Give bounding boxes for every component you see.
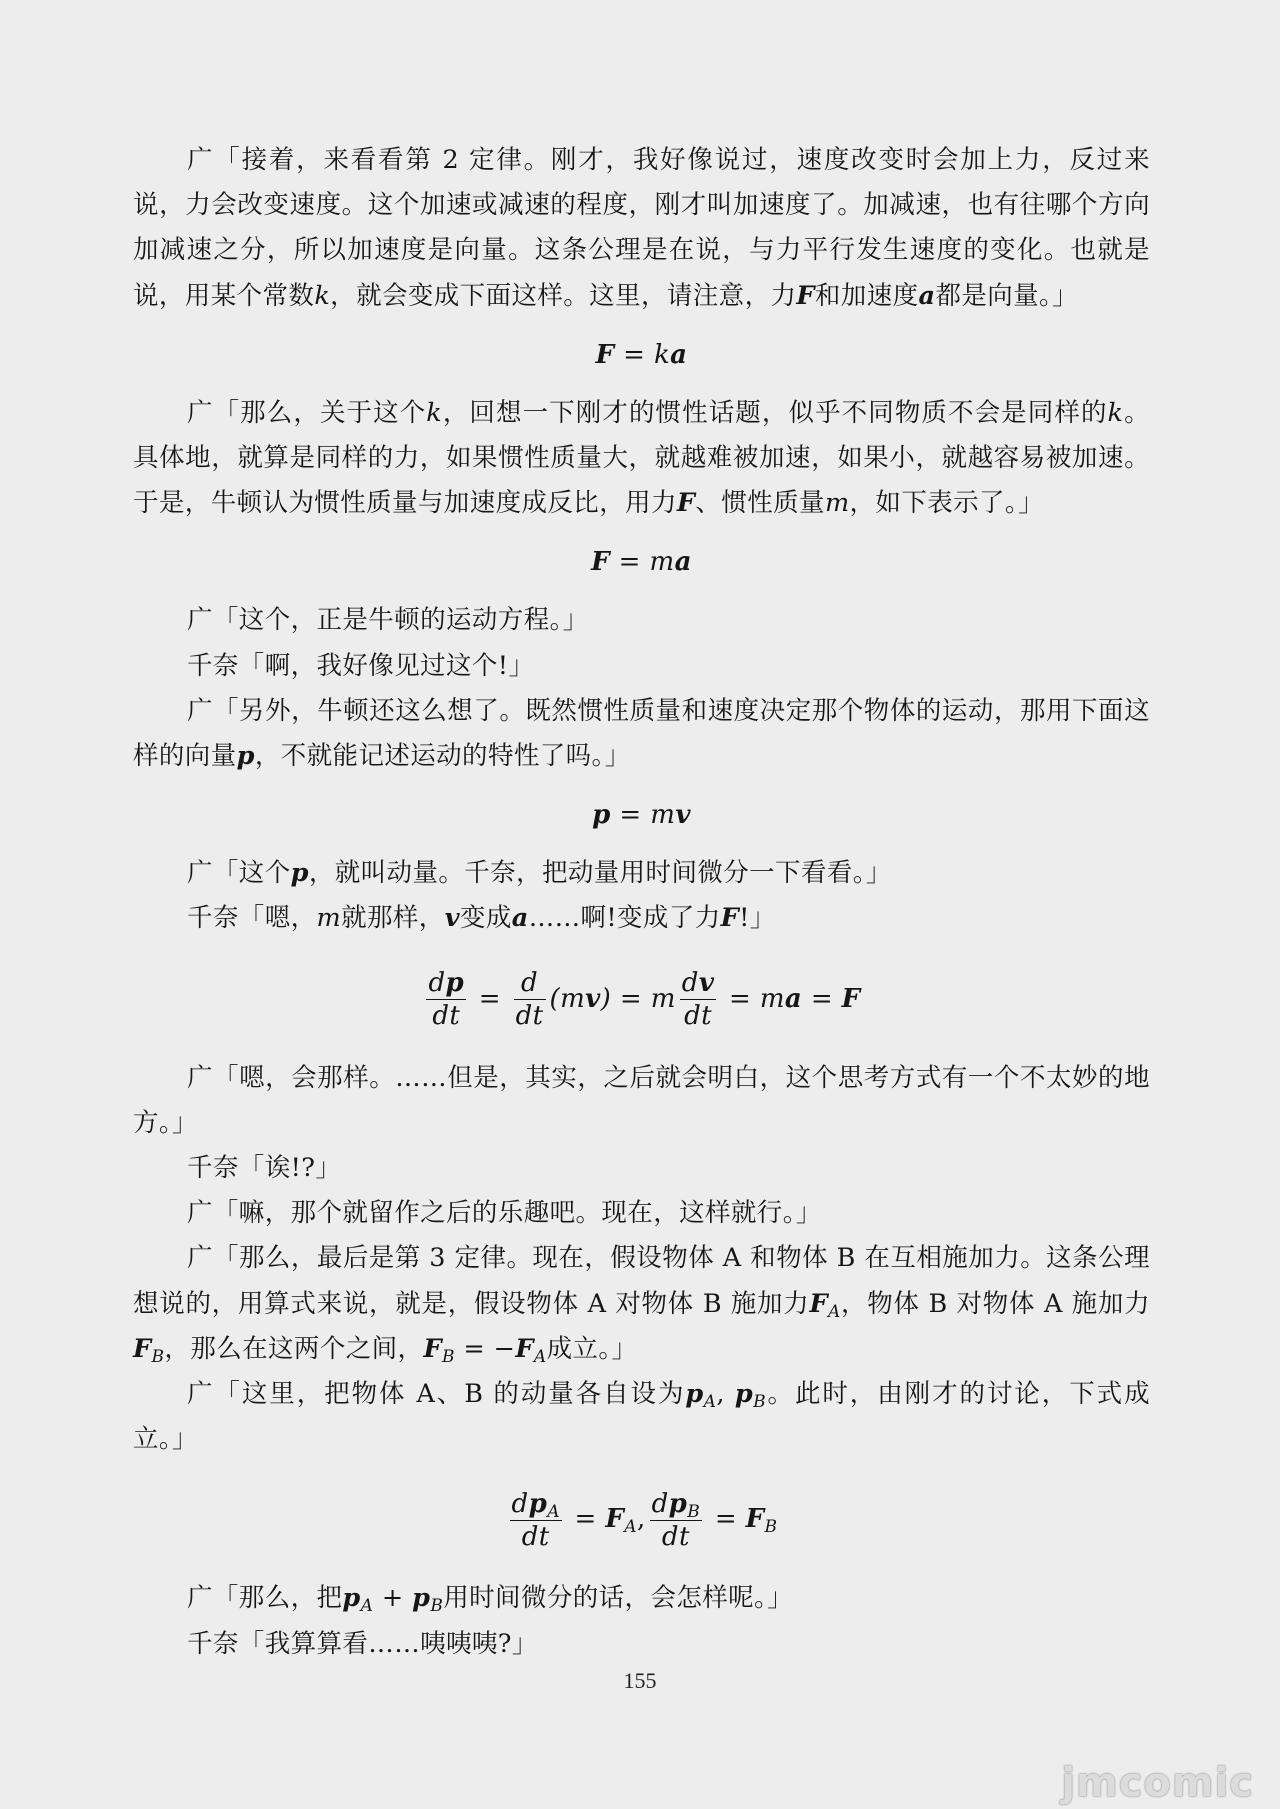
paragraph: 广「那么，把$p_A + p_B$用时间微分的话，会怎样呢。」 <box>187 1583 794 1617</box>
paragraph: 千奈「诶!?」 <box>187 1153 342 1184</box>
equation-f-ka: F = ka <box>595 339 688 370</box>
paragraph: 广「这个，正是牛顿的运动方程。」 <box>187 605 589 636</box>
fraction: $\frac{dp_B}{dt}$ <box>651 1488 701 1552</box>
paragraph: 广「嗯，会那样。……但是，其实，之后就会明白，这个思考方式有一个不太妙的地方。」 <box>133 1062 1150 1138</box>
paragraph: 千奈「啊，我好像见过这个!」 <box>187 650 535 681</box>
paragraph: 千奈「嗯，m就那样，v变成a……啊!变成了力F!」 <box>187 903 776 934</box>
fraction: $\frac{dv}{dt}$ <box>681 968 715 1032</box>
equation-p-mv: p = mv <box>592 800 691 831</box>
paragraph: 广「那么，最后是第 3 定律。现在，假设物体 A 和物体 B 在互相施加力。这条公理想说的，用算式来说，就是，假设物体 A 对物体 B 施加力$F_A$，物体 B 对物体 A 施加力$F_B$，那么在这两个之间，$F_B = -F_A$成立。」 <box>133 1243 1151 1367</box>
fraction: $\frac{d}{dt}$ <box>515 968 544 1032</box>
paragraph: 广「接着，来看看第 2 定律。刚才，我好像说过，速度改变时会加上力，反过来说，力会改变速度。这个加速或减速的程度，刚才叫加速度了。加减速，也有往哪个方向加减速之分，所以加速度是向量。这条公理是在说，与力平行发生速度的变化。也就是说，用某个常数k，就会变成下面这样。这里，请注意，力F和加速度a都是向量。」 <box>133 145 1150 311</box>
watermark-logo: jmcomic <box>1061 1760 1254 1806</box>
page-body <box>133 138 1150 1667</box>
equation-f-ma: F = ma <box>591 547 692 578</box>
paragraph: 广「这个p，就叫动量。千奈，把动量用时间微分一下看看。」 <box>187 858 892 889</box>
paragraph: 广「这里，把物体 A、B 的动量各自设为$p_A$, $p_B$。此时，由刚才的讨论，下式成立。」 <box>133 1379 1150 1455</box>
fraction: $\frac{dp}{dt}$ <box>428 968 465 1032</box>
equation-momentum-derivative: $\frac{dp}{dt}$ = $\frac{d}{dt}$ (mv) = m $\frac{dv}{dt}$ = ma = F <box>428 968 861 1032</box>
equation-momentum-forces: $\frac{dp_A}{dt}$ = $F_A$, $\frac{dp_B}{dt}$ = $F_B$ <box>511 1488 778 1552</box>
paragraph: 千奈「我算算看……咦咦咦?」 <box>187 1628 538 1659</box>
page-number: 155 <box>623 1668 657 1693</box>
fraction: $\frac{dp_A}{dt}$ <box>511 1488 560 1552</box>
paragraph: 广「另外，牛顿还这么想了。既然惯性质量和速度决定那个物体的运动，那用下面这样的向量p，不就能记述运动的特性了吗。」 <box>133 695 1150 772</box>
paragraph: 广「嘛，那个就留作之后的乐趣吧。现在，这样就行。」 <box>187 1198 822 1229</box>
paragraph: 广「那么，关于这个k，回想一下刚才的惯性话题，似乎不同物质不会是同样的k。具体地，就算是同样的力，如果惯性质量大，就越难被加速，如果小，就越容易被加速。于是，牛顿认为惯性质量与加速度成反比，用力F、惯性质量m，如下表示了。」 <box>133 397 1150 519</box>
